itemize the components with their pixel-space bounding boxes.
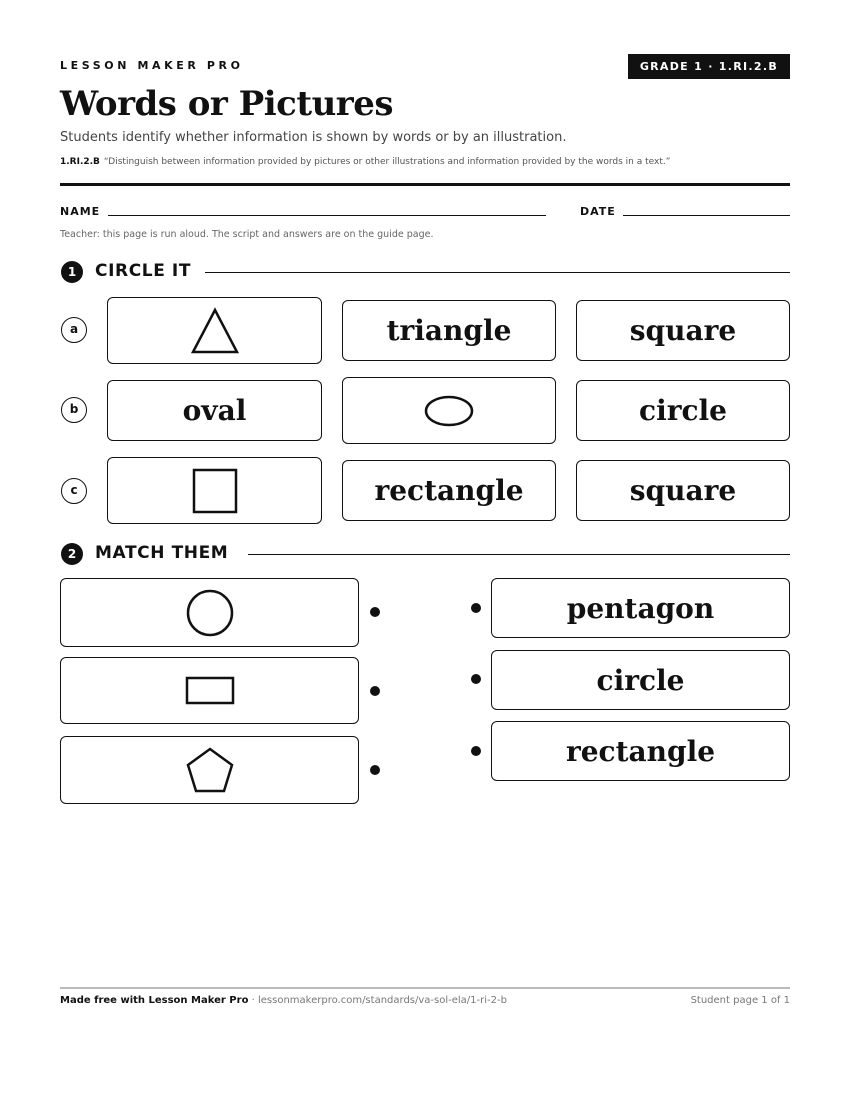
word-label: square: [629, 314, 737, 347]
word-card[interactable]: [576, 380, 790, 441]
word-card[interactable]: [576, 460, 790, 521]
picture-card[interactable]: [107, 457, 322, 524]
grade-badge: GRADE 1 · 1.RI.2.B: [628, 54, 790, 79]
page-title: Words or Pictures: [60, 84, 393, 124]
triangle-icon: [190, 307, 240, 355]
footer-credit: [60, 995, 507, 1006]
footer-divider: [60, 987, 790, 989]
match-dot-right[interactable]: [471, 603, 481, 613]
match-dot-right[interactable]: [471, 746, 481, 756]
match-dot-right[interactable]: [471, 674, 481, 684]
word-card[interactable]: [342, 300, 556, 361]
date-field[interactable]: [623, 215, 790, 216]
word-card[interactable]: [107, 380, 322, 441]
footer-url: · lessonmakerpro.com/standards/va-sol-ela/1-ri-2-b: [248, 995, 507, 1006]
standard-code: 1.RI.2.B: [60, 157, 100, 167]
pentagon-icon: [185, 746, 235, 794]
rectangle-icon: [185, 676, 235, 706]
standard-text: “Distinguish between information provided by pictures or other illustrations and information provided by the words in a text.”: [103, 157, 671, 167]
match-picture-card[interactable]: [60, 578, 359, 647]
square-icon: [192, 468, 238, 514]
date-label: DATE: [580, 205, 616, 218]
section-title: MATCH THEM: [95, 543, 229, 563]
picture-card[interactable]: [107, 297, 322, 364]
word-card[interactable]: [342, 460, 556, 521]
word-label: square: [629, 474, 737, 507]
match-word-card[interactable]: [491, 650, 790, 710]
match-dot-left[interactable]: [370, 765, 380, 775]
teacher-note: Teacher: this page is run aloud. The script and answers are on the guide page.: [60, 229, 434, 240]
section-divider: [205, 272, 790, 273]
word-label: pentagon: [566, 591, 715, 625]
word-label: oval: [182, 394, 247, 427]
picture-card[interactable]: [342, 377, 556, 444]
match-dot-left[interactable]: [370, 607, 380, 617]
match-picture-card[interactable]: [60, 736, 359, 804]
section-title: CIRCLE IT: [95, 261, 192, 281]
word-label: triangle: [386, 314, 512, 347]
word-label: circle: [639, 394, 727, 427]
name-field[interactable]: [108, 215, 546, 216]
word-card[interactable]: [576, 300, 790, 361]
oval-icon: [423, 394, 475, 428]
brand-name: LESSON MAKER PRO: [60, 59, 244, 72]
match-word-card[interactable]: [491, 721, 790, 781]
row-letter: c: [61, 478, 87, 504]
name-label: NAME: [60, 205, 101, 218]
word-label: circle: [596, 663, 685, 697]
section-number-badge: 1: [61, 261, 83, 283]
match-word-card[interactable]: [491, 578, 790, 638]
circle-icon: [185, 588, 235, 638]
match-dot-left[interactable]: [370, 686, 380, 696]
footer-made-with: Made free with Lesson Maker Pro: [60, 995, 249, 1006]
row-letter: b: [61, 397, 87, 423]
section-divider: [248, 554, 790, 555]
standard-line: [60, 157, 670, 167]
page-subtitle: Students identify whether information is shown by words or by an illustration.: [60, 130, 567, 145]
word-label: rectangle: [565, 734, 716, 768]
match-picture-card[interactable]: [60, 657, 359, 724]
footer-page-count: Student page 1 of 1: [690, 995, 790, 1006]
row-letter: a: [61, 317, 87, 343]
section-number-badge: 2: [61, 543, 83, 565]
header-divider: [60, 183, 790, 186]
word-label: rectangle: [374, 474, 524, 507]
